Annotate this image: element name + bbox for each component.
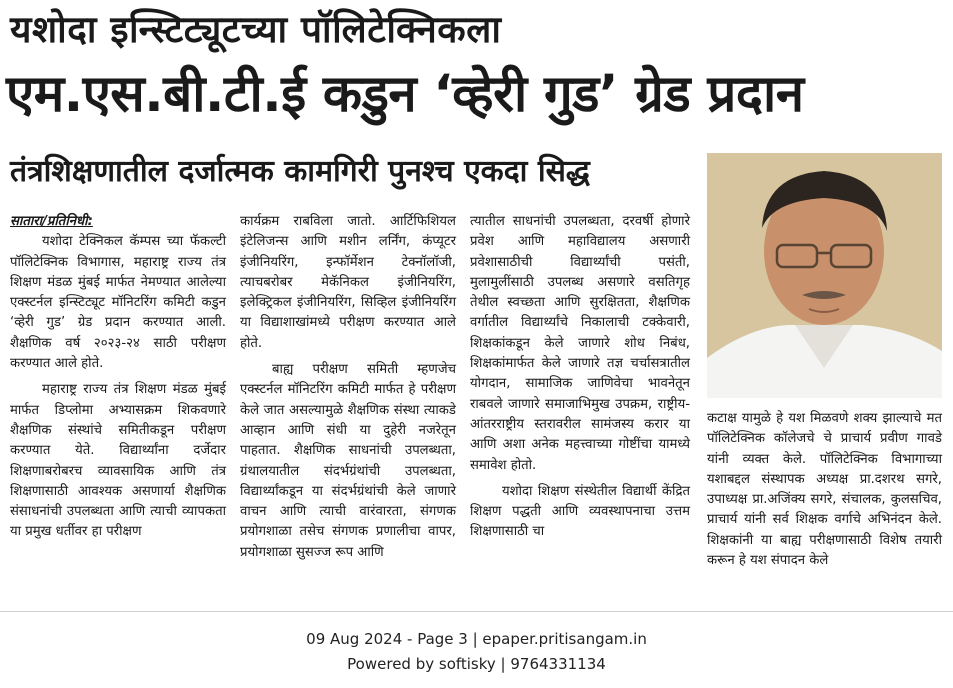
article-paragraph: बाह्य परीक्षण समिती म्हणजेच एक्स्टर्नल मॉनिटरिंग कमिटी मार्फत हे परीक्षण केले जात असल्यामुळे शैक्षणिक संस्था त्याकडे आव्हान आणि संधी या दुहेरी नजरेतून पाहतात. शैक्षणिक साधनांची उपलब्धता, ग्रंथालयातील संदर्भग्रंथांची उपलब्धता, विद्यार्थ्यांकडून या संदर्भग्रंथांची केले जाणारे वाचन आणि त्याची वारंवारता, संगणक प्रयोगशाळा तसेच संगणक प्रणालीचा वापर, प्रयोगशाळा सुसज्ज रूप आणि	[240, 362, 456, 560]
article-column-3	[470, 212, 690, 543]
headline-kicker: यशोदा इन्स्टिट्यूटच्या पॉलिटेक्निकला	[10, 8, 502, 51]
portrait-photo	[707, 153, 942, 398]
article-paragraph: कटाक्ष यामुळे हे यश मिळवणे शक्य झाल्याचे मत पॉलिटेक्निक कॉलेजचे चे प्राचार्य प्रवीण गावडे यांनी व्यक्त केले. पॉलिटेक्निक विभागाच्या यशाबद्दल संस्थापक अध्यक्ष प्रा.दशरथ सगरे, उपाध्यक्ष प्रा.अजिंक्य सगरे, संचालक, कुलसचिव, प्राचार्य यांनी सर्व शिक्षक वर्गाचे अभिनंदन केले. शिक्षकांनी या बाह्य परीक्षणासाठी विशेष तयारी करून हे यश संपादन केले	[707, 411, 942, 569]
article-paragraph: यशोदा टेक्निकल कॅम्पस च्या फॅकल्टी पॉलिटेक्निक विभागास, महाराष्ट्र राज्य तंत्र शिक्षण मंडळ मुंबई मार्फत नेमण्यात आलेल्या एक्स्टर्नल इन्स्टिट्यूट मॉनिटरिंग कमिटी कडुन ‘व्हेरी गुड’ ग्रेड प्रदान करण्यात आली. शैक्षणिक वर्ष २०२३-२४ साठी परीक्षण करण्यात आले होते.	[10, 234, 226, 372]
article-paragraph: यशोदा शिक्षण संस्थेतील विद्यार्थी केंद्रित शिक्षण पद्धती आणि व्यवस्थापनाचा उत्तम शिक्षणासाठी चा	[470, 483, 690, 540]
article-dateline: सातारा/प्रतिनिधी:	[10, 214, 93, 229]
article-column-1	[10, 212, 226, 543]
article-column-4	[707, 409, 942, 571]
headline-sub: तंत्रशिक्षणातील दर्जात्मक कामगिरी पुनश्च एकदा सिद्ध	[10, 154, 590, 189]
article-paragraph: त्यातील साधनांची उपलब्धता, दरवर्षी होणारे प्रवेश आणि महाविद्यालय असणारी प्रवेशासाठीची विद्यार्थ्यांची पसंती, मुलामुलींसाठी उपलब्ध असणारे वसतिगृह तेथील स्वच्छता आणि सुरक्षितता, शैक्षणिक वर्गातील विद्यार्थ्यांचे निकालाची टक्केवारी, शिक्षकांकडून केले जाणारे शोध निबंध, शिक्षकांमार्फत केले जाणारे तज्ञ चर्चासत्रातील योगदान, सामाजिक जाणिवेचा भावनेतून राबवले जाणारे समाजाभिमुख उपक्रम, राष्ट्रीय-आंतरराष्ट्रीय स्तरावरील सामंजस्य करार या आणि अशा अनेक महत्त्वाच्या गोष्टींचा यामध्ये समावेश होतो.	[470, 214, 690, 473]
footer-source-line: 09 Aug 2024 - Page 3 | epaper.pritisangam.in	[306, 630, 647, 648]
article-paragraph: महाराष्ट्र राज्य तंत्र शिक्षण मंडळ मुंबई मार्फत डिप्लोमा अभ्यासक्रम शिकवणारे शैक्षणिक संस्थांचे समितीकडून परीक्षण करण्यात येते. विद्यार्थ्यांना दर्जेदार शिक्षणाबरोबरच व्यावसायिक आणि तंत्र शिक्षणासाठी आवश्यक असणार्या शैक्षणिक संसाधनांची उपलब्धता आणि त्याची व्यापकता या प्रमुख धर्तीवर हा परीक्षण	[10, 382, 226, 540]
article-column-2	[240, 212, 456, 563]
footer-divider	[0, 611, 953, 612]
footer-powered-line: Powered by softisky | 9764331134	[347, 655, 606, 673]
article-paragraph: कार्यक्रम राबविला जातो. आर्टिफिशियल इंटेलिजन्स आणि मशीन लर्निंग, कंप्यूटर इंजीनियरिंग, इन्फॉर्मेशन टेक्नॉलॉजी, त्याचबरोबर मेकॅनिकल इंजीनियरिंग, इलेक्ट्रिकल इंजीनियरिंग, सिव्हिल इंजीनियरिंग या विद्याशाखांमध्ये परीक्षण करण्यात आले होते.	[240, 214, 456, 351]
headline-main: एम.एस.बी.टी.ई कडुन ‘व्हेरी गुड’ ग्रेड प्रदान	[6, 65, 804, 124]
